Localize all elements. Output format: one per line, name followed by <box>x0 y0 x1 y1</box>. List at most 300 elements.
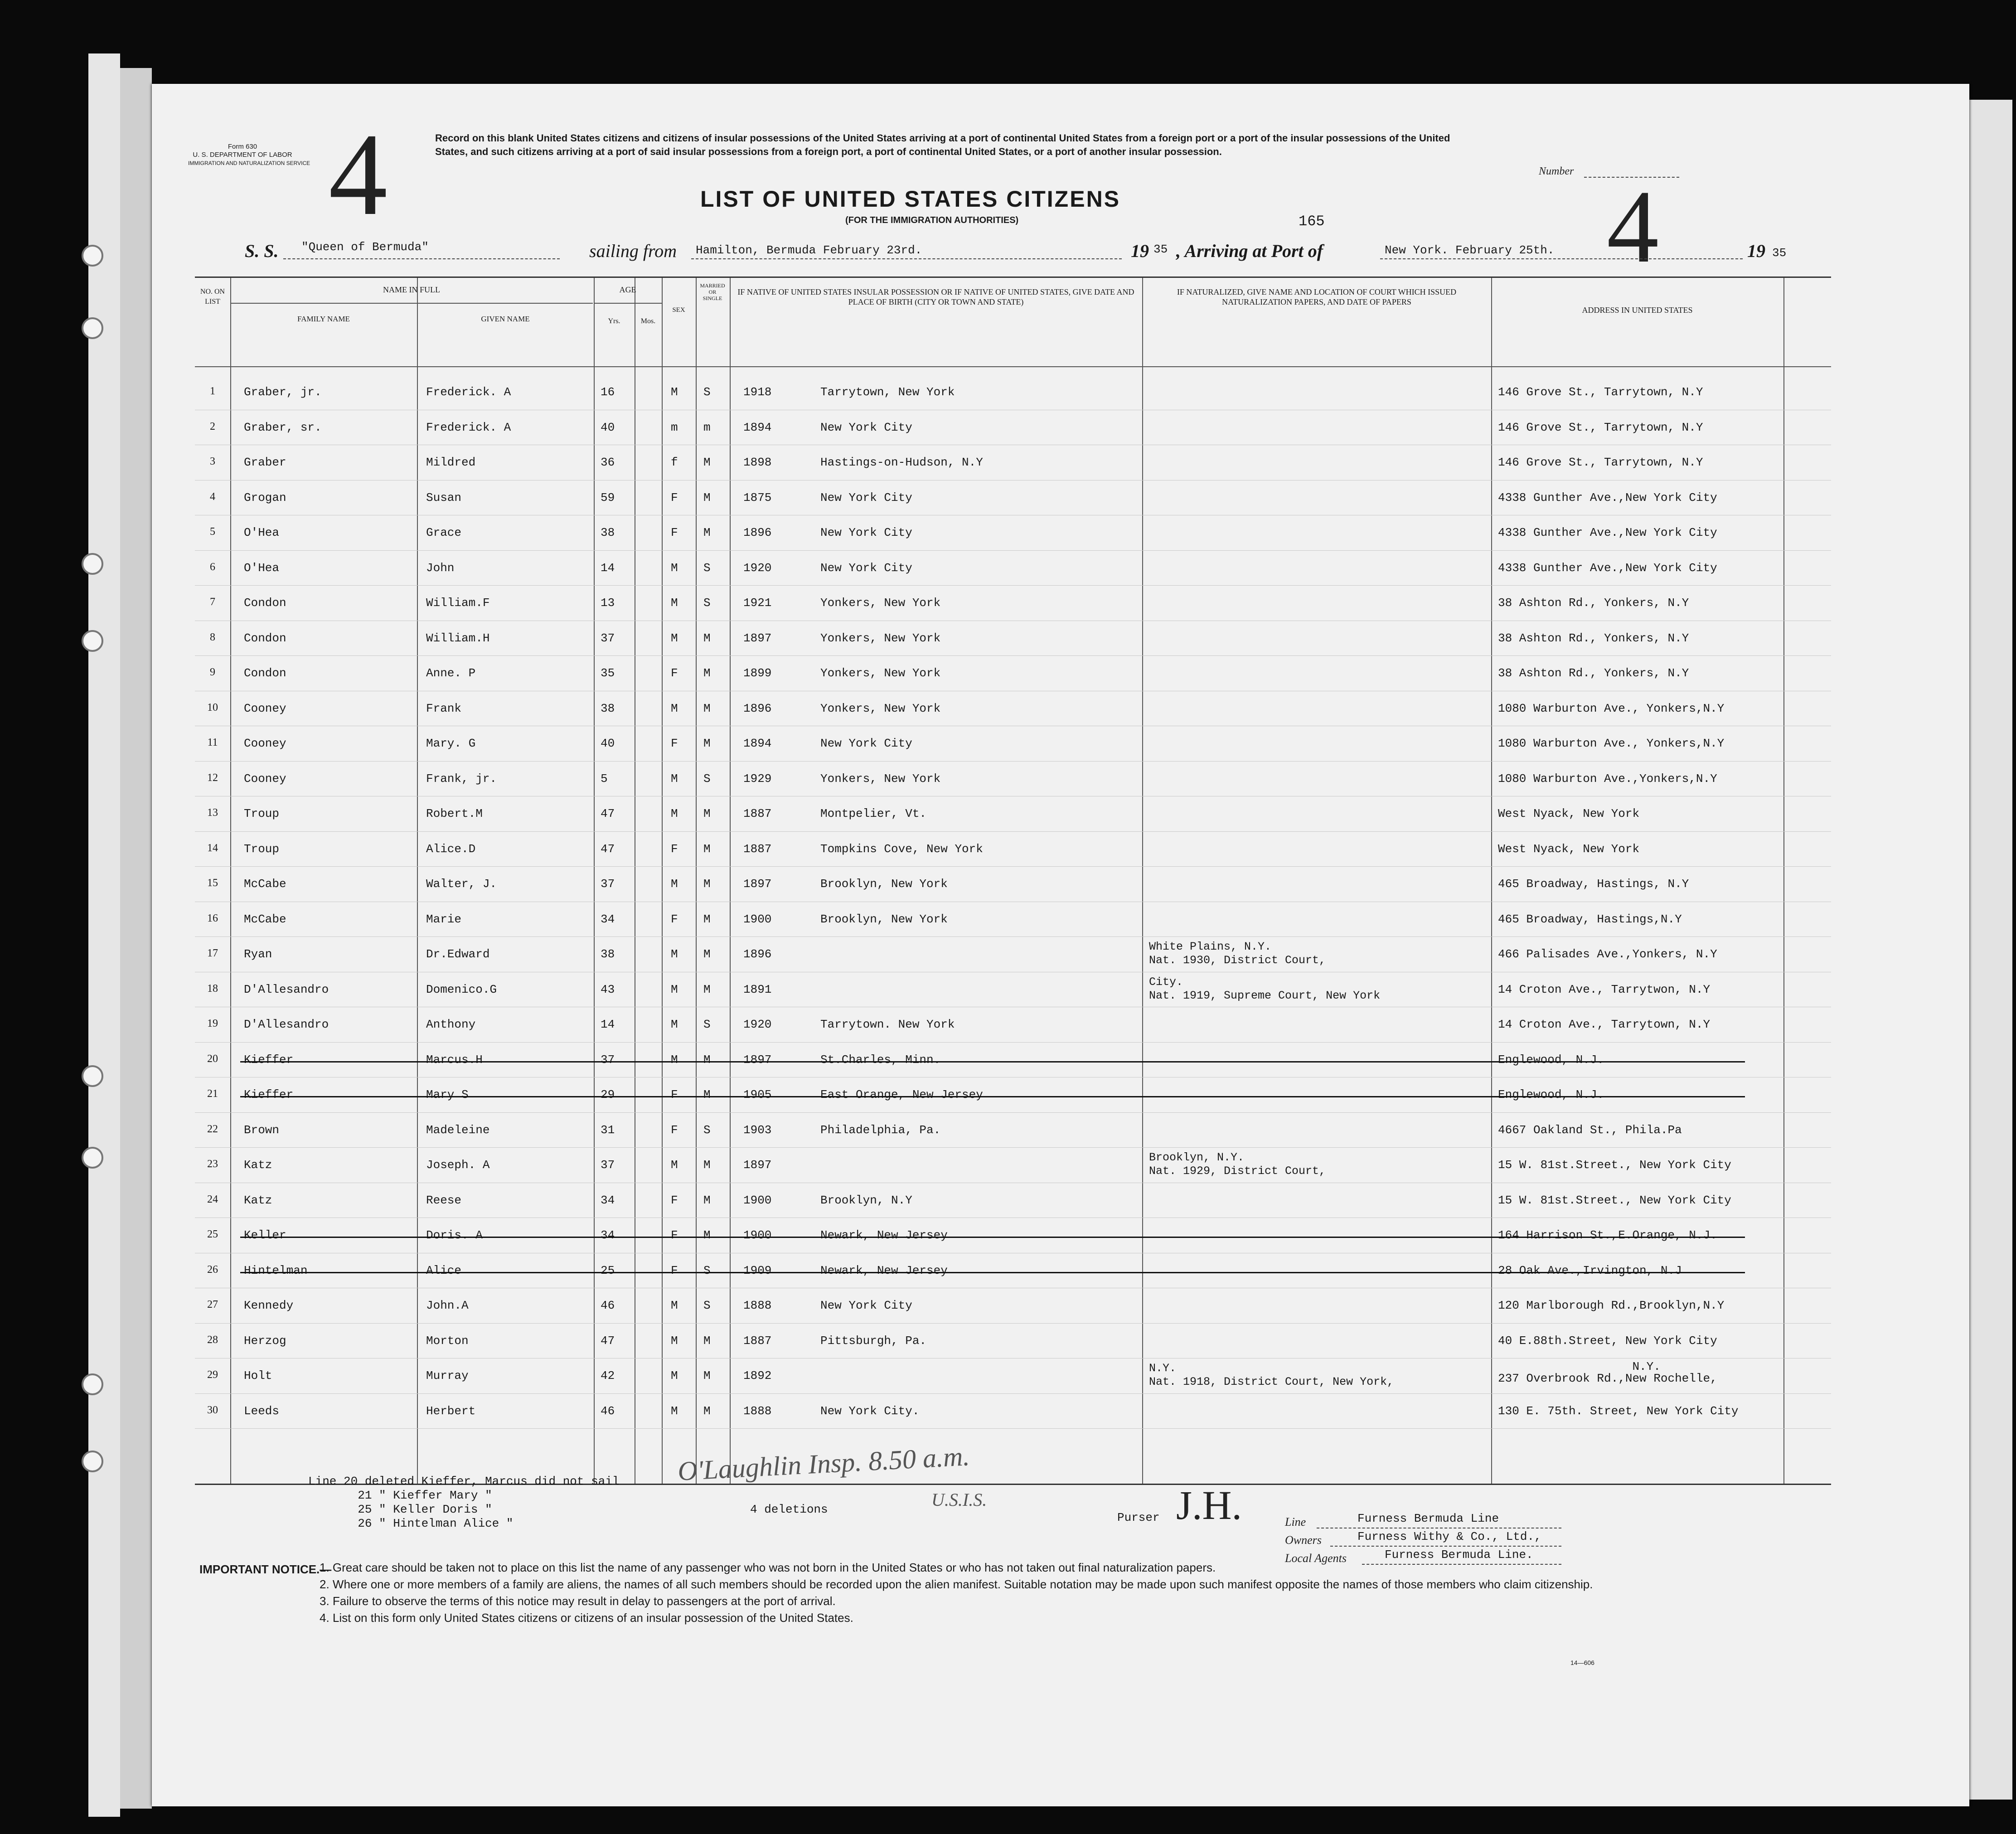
birth-year: 1897 <box>743 877 772 891</box>
given-name: Frederick. A <box>426 385 511 399</box>
inspector-signature: O'Laughlin Insp. 8.50 a.m. <box>677 1441 970 1486</box>
age-years: 59 <box>601 490 615 505</box>
family-name: Cooney <box>244 737 286 750</box>
sex-value: m <box>671 420 678 434</box>
deletions-total: 4 deletions <box>750 1503 828 1516</box>
family-name: Condon <box>244 666 286 680</box>
birth-place: Yonkers, New York <box>820 771 941 786</box>
family-name: Ryan <box>244 947 272 961</box>
given-name: Mary. G <box>426 737 476 750</box>
deletion-notes <box>308 1475 620 1531</box>
birth-place: Montpelier, Vt. <box>820 807 927 820</box>
number-label: Number <box>1539 165 1574 177</box>
birth-year: 1896 <box>743 947 772 961</box>
birth-year: 1896 <box>743 526 772 539</box>
sex-value: M <box>671 877 678 891</box>
row-number: 14 <box>207 842 218 854</box>
header-age: AGE <box>619 285 636 294</box>
sex-value: F <box>671 666 678 680</box>
address: 465 Broadway, Hastings, N.Y <box>1498 877 1689 891</box>
birth-year: 1921 <box>743 596 772 610</box>
marital-status: M <box>703 877 711 891</box>
address: 146 Grove St., Tarrytown, N.Y <box>1498 385 1703 399</box>
row-number: 17 <box>207 947 218 959</box>
sex-value: M <box>671 1053 678 1067</box>
address: 38 Ashton Rd., Yonkers, N.Y <box>1498 596 1689 610</box>
marital-status: M <box>703 947 711 961</box>
birth-place: Newark, New Jersey <box>820 1263 948 1277</box>
address: West Nyack, New York <box>1498 807 1640 820</box>
deletion-line: 26 " <box>358 1517 386 1530</box>
family-name: D'Allesandro <box>244 1018 329 1031</box>
birth-year: 1875 <box>743 490 772 505</box>
given-name: Anne. P <box>426 666 476 680</box>
header-sex: SEX <box>672 306 685 314</box>
arriving-value: New York. February 25th. <box>1385 243 1555 257</box>
sailing-year: 35 <box>1153 243 1168 256</box>
row-number: 20 <box>207 1053 218 1065</box>
given-name: Frank <box>426 701 462 715</box>
birth-place: Yonkers, New York <box>820 631 941 645</box>
address: 38 Ashton Rd., Yonkers, N.Y <box>1498 631 1689 645</box>
marital-status: S <box>703 771 711 786</box>
marital-status: M <box>703 490 711 505</box>
given-name: Frank, jr. <box>426 771 497 786</box>
row-number: 23 <box>207 1158 218 1170</box>
address: 1080 Warburton Ave.,Yonkers,N.Y <box>1498 771 1717 786</box>
address: 466 Palisades Ave.,Yonkers, N.Y <box>1498 947 1717 961</box>
page-subtitle: (FOR THE IMMIGRATION AUTHORITIES) <box>845 215 1019 225</box>
age-years: 37 <box>601 877 615 891</box>
passenger-table <box>195 277 1831 1485</box>
sex-value: f <box>671 456 678 469</box>
age-years: 29 <box>601 1088 615 1101</box>
row-number: 7 <box>210 596 215 608</box>
header-no: NO. ON LIST <box>200 288 225 306</box>
address: 146 Grove St., Tarrytown, N.Y <box>1498 456 1703 469</box>
marital-status: S <box>703 1018 711 1031</box>
deletion-name: Keller Doris " <box>393 1503 492 1516</box>
row-number: 26 <box>207 1263 218 1276</box>
family-name: McCabe <box>244 877 286 891</box>
given-name: Marie <box>426 912 462 926</box>
given-name: William.F <box>426 596 490 610</box>
header-married-single: MARRIED OR SINGLE <box>700 282 725 301</box>
age-years: 36 <box>601 456 615 469</box>
address: 15 W. 81st.Street., New York City <box>1498 1193 1731 1207</box>
binder-hole <box>82 1065 103 1087</box>
row-number: 1 <box>210 385 215 397</box>
record-instructions: Record on this blank United States citizens and citizens of insular possessions of the United States arriving at a port of continental United States from a foreign port or a port of the insular possessions of the United States, and such citizens arriving at a port of said insular possessions from a foreign port, a port of continental United States, or a port of another insular possession. <box>435 132 1450 157</box>
sex-value: M <box>671 1018 678 1031</box>
inspector-initials: U.S.I.S. <box>931 1490 987 1510</box>
sex-value: M <box>671 701 678 715</box>
address: Englewood, N.J. <box>1498 1053 1604 1067</box>
marital-status: M <box>703 842 711 856</box>
binder-hole <box>82 1147 103 1169</box>
birth-place: Philadelphia, Pa. <box>820 1123 941 1137</box>
header-address: ADDRESS IN UNITED STATES <box>1582 306 1693 315</box>
sex-value: F <box>671 737 678 750</box>
family-name: Condon <box>244 631 286 645</box>
sex-value: M <box>671 631 678 645</box>
birth-place: New York City <box>820 1299 912 1312</box>
arriving-line <box>1380 258 1743 259</box>
birth-place: Yonkers, New York <box>820 701 941 715</box>
notice-item: 1. Great care should be taken not to place on this list the name of any passenger who was not born in the United States or who has not taken out final naturalization papers. <box>320 1561 1216 1574</box>
row-number: 8 <box>210 631 215 643</box>
marital-status: M <box>703 807 711 820</box>
birth-year: 1909 <box>743 1263 772 1277</box>
binder-hole <box>82 317 103 339</box>
family-name: Troup <box>244 842 280 856</box>
address: 1080 Warburton Ave., Yonkers,N.Y <box>1498 701 1725 715</box>
birth-place: Hastings-on-Hudson, N.Y <box>820 456 983 469</box>
birth-place: St.Charles, Minn. <box>820 1053 941 1067</box>
family-name: Troup <box>244 807 280 820</box>
row-number: 24 <box>207 1193 218 1205</box>
notice-item: 2. Where one or more members of a family are aliens, the names of all such members should be recorded upon the alien manifest. Suitable notation may be made upon such manifest opposite the names of those members who claim citizenship. <box>320 1577 1593 1591</box>
age-years: 34 <box>601 1228 615 1242</box>
marital-status: M <box>703 1369 711 1383</box>
birth-year: 1897 <box>743 1053 772 1067</box>
sex-value: M <box>671 982 678 996</box>
age-years: 38 <box>601 526 615 539</box>
sex-value: F <box>671 1088 678 1101</box>
sex-value: M <box>671 1299 678 1312</box>
binder-hole <box>82 245 103 267</box>
ship-line <box>283 258 560 259</box>
birth-year: 1918 <box>743 385 772 399</box>
handwritten-number-value: 4 <box>1607 169 1659 284</box>
birth-year: 1929 <box>743 771 772 786</box>
birth-place: Brooklyn, N.Y <box>820 1193 912 1207</box>
deletion-strike <box>240 1272 1745 1273</box>
age-years: 37 <box>601 631 615 645</box>
notice-items <box>320 1559 1838 1626</box>
given-name: Madeleine <box>426 1123 490 1137</box>
sex-value: M <box>671 1369 678 1383</box>
marital-status: M <box>703 526 711 539</box>
given-name: Mary S <box>426 1088 469 1101</box>
address: 4667 Oakland St., Phila.Pa <box>1498 1123 1682 1137</box>
deletion-strike <box>240 1237 1745 1238</box>
family-name: O'Hea <box>244 526 280 539</box>
right-sheet <box>1963 100 2012 1800</box>
birth-place: New York City. <box>820 1404 920 1418</box>
age-years: 46 <box>601 1299 615 1312</box>
marital-status: M <box>703 456 711 469</box>
family-name: Kieffer <box>244 1053 294 1067</box>
marital-status: M <box>703 1404 711 1418</box>
header-birth: IF NATIVE OF UNITED STATES INSULAR POSSESSION OR IF NATIVE OF UNITED STATES, GIVE DATE AND PLACE OF BIRTH (CITY OR TOWN AND STATE) <box>737 287 1134 306</box>
marital-status: S <box>703 561 711 575</box>
age-years: 37 <box>601 1158 615 1172</box>
row-number: 10 <box>207 701 218 713</box>
given-name: William.H <box>426 631 490 645</box>
address: N.Y. 237 Overbrook Rd.,New Rochelle, <box>1498 1360 1717 1385</box>
birth-place: Newark, New Jersey <box>820 1228 948 1242</box>
age-years: 38 <box>601 947 615 961</box>
sex-value: F <box>671 1263 678 1277</box>
birth-place: Tompkins Cove, New York <box>820 842 983 856</box>
family-name: Kieffer <box>244 1088 294 1101</box>
year-prefix: 19 <box>1131 241 1149 261</box>
given-name: Susan <box>426 490 462 505</box>
header-name-in-full: NAME IN FULL <box>383 285 440 294</box>
row-number: 27 <box>207 1299 218 1310</box>
family-name: Graber, sr. <box>244 420 322 434</box>
form-number: Form 630 <box>228 143 257 150</box>
marital-status: M <box>703 912 711 926</box>
row-number: 16 <box>207 912 218 924</box>
family-name: Kennedy <box>244 1299 294 1312</box>
birth-year: 1887 <box>743 807 772 820</box>
deletion-line: Line 20 deleted <box>308 1475 415 1488</box>
age-years: 40 <box>601 737 615 750</box>
given-name: Morton <box>426 1334 469 1348</box>
marital-status: M <box>703 701 711 715</box>
marital-status: S <box>703 1299 711 1312</box>
owners-value: Furness Withy & Co., Ltd., <box>1357 1530 1541 1543</box>
birth-place: New York City <box>820 490 912 505</box>
row-number: 6 <box>210 561 215 573</box>
birth-year: 1896 <box>743 701 772 715</box>
given-name: Alice.D <box>426 842 476 856</box>
birth-year: 1900 <box>743 1193 772 1207</box>
family-name: Katz <box>244 1158 272 1172</box>
deletion-line: 25 " <box>358 1503 386 1516</box>
sex-value: F <box>671 912 678 926</box>
given-name: Walter, J. <box>426 877 497 891</box>
birth-place: Brooklyn, New York <box>820 877 948 891</box>
arriving-label: , Arriving at Port of <box>1176 241 1323 261</box>
sex-value: M <box>671 561 678 575</box>
birth-place: Yonkers, New York <box>820 666 941 680</box>
age-years: 13 <box>601 596 615 610</box>
department: U. S. DEPARTMENT OF LABOR <box>193 151 292 159</box>
row-number: 12 <box>207 771 218 784</box>
family-name: O'Hea <box>244 561 280 575</box>
birth-year: 1899 <box>743 666 772 680</box>
marital-status: M <box>703 1053 711 1067</box>
sex-value: F <box>671 526 678 539</box>
birth-place: New York City <box>820 561 912 575</box>
family-name: Hintelman <box>244 1263 308 1277</box>
sex-value: F <box>671 490 678 505</box>
birth-year: 1891 <box>743 982 772 996</box>
header-given-name: GIVEN NAME <box>481 315 530 323</box>
sex-value: M <box>671 771 678 786</box>
line-label: Line <box>1285 1515 1306 1528</box>
sex-value: F <box>671 842 678 856</box>
row-number: 21 <box>207 1088 218 1100</box>
address: 15 W. 81st.Street., New York City <box>1498 1158 1731 1172</box>
age-years: 47 <box>601 842 615 856</box>
birth-place: New York City <box>820 737 912 750</box>
footer-code: 14—606 <box>1570 1659 1594 1666</box>
given-name: Murray <box>426 1369 469 1383</box>
marital-status: M <box>703 631 711 645</box>
birth-year: 1900 <box>743 912 772 926</box>
address: 38 Ashton Rd., Yonkers, N.Y <box>1498 666 1689 680</box>
sailing-line <box>691 258 1122 259</box>
sex-value: M <box>671 1158 678 1172</box>
address: 130 E. 75th. Street, New York City <box>1498 1404 1739 1418</box>
row-number: 25 <box>207 1228 218 1240</box>
birth-year: 1887 <box>743 1334 772 1348</box>
family-name: Condon <box>244 596 286 610</box>
agents-label: Local Agents <box>1285 1552 1347 1565</box>
birth-place: East Orange, New Jersey <box>820 1088 983 1101</box>
row-number: 4 <box>210 490 215 503</box>
birth-year: 1920 <box>743 561 772 575</box>
family-name: Holt <box>244 1369 272 1383</box>
sex-value: F <box>671 1123 678 1137</box>
row-number: 2 <box>210 420 215 432</box>
binder-hole <box>82 553 103 575</box>
notice-heading: IMPORTANT NOTICE.— <box>199 1562 332 1576</box>
row-number: 13 <box>207 807 218 819</box>
given-name: Anthony <box>426 1018 476 1031</box>
address: 164 Harrison St.,E.Orange, N.J. <box>1498 1228 1717 1242</box>
family-name: Grogan <box>244 490 286 505</box>
given-name: Grace <box>426 526 462 539</box>
family-name: Graber <box>244 456 286 469</box>
ship-name: "Queen of Bermuda" <box>301 240 429 254</box>
sex-value: M <box>671 947 678 961</box>
age-years: 14 <box>601 1018 615 1031</box>
family-name: Brown <box>244 1123 280 1137</box>
sex-value: M <box>671 596 678 610</box>
naturalization-info: N.Y. Nat. 1918, District Court, New York, <box>1149 1362 1394 1388</box>
page-title: LIST OF UNITED STATES CITIZENS <box>700 186 1121 212</box>
deletion-strike <box>240 1061 1745 1063</box>
header-family-name: FAMILY NAME <box>297 315 350 323</box>
deletion-name: Kieffer Mary " <box>393 1489 492 1502</box>
birth-year: 1903 <box>743 1123 772 1137</box>
birth-place: Brooklyn, New York <box>820 912 948 926</box>
birth-year: 1894 <box>743 737 772 750</box>
sex-value: M <box>671 385 678 399</box>
age-years: 46 <box>601 1404 615 1418</box>
marital-status: M <box>703 1088 711 1101</box>
given-name: Joseph. A <box>426 1158 490 1172</box>
sex-value: F <box>671 1193 678 1207</box>
sex-value: M <box>671 1404 678 1418</box>
naturalization-info: Brooklyn, N.Y. Nat. 1929, District Court, <box>1149 1151 1326 1178</box>
address: 40 E.88th.Street, New York City <box>1498 1334 1717 1348</box>
agents-value: Furness Bermuda Line. <box>1385 1548 1533 1562</box>
age-years: 37 <box>601 1053 615 1067</box>
birth-year: 1894 <box>743 420 772 434</box>
marital-status: M <box>703 666 711 680</box>
row-number: 30 <box>207 1404 218 1416</box>
address: 28 Oak Ave.,Irvington, N.J <box>1498 1263 1682 1277</box>
row-number: 9 <box>210 666 215 678</box>
age-years: 35 <box>601 666 615 680</box>
given-name: Herbert <box>426 1404 476 1418</box>
address: 4338 Gunther Ave.,New York City <box>1498 526 1717 539</box>
marital-status: M <box>703 982 711 996</box>
address: 4338 Gunther Ave.,New York City <box>1498 490 1717 505</box>
birth-year: 1888 <box>743 1299 772 1312</box>
age-years: 25 <box>601 1263 615 1277</box>
birth-year: 1897 <box>743 1158 772 1172</box>
family-name: D'Allesandro <box>244 982 329 996</box>
marital-status: M <box>703 1193 711 1207</box>
row-number: 18 <box>207 982 218 995</box>
birth-year: 1900 <box>743 1228 772 1242</box>
service: IMMIGRATION AND NATURALIZATION SERVICE <box>188 160 310 166</box>
binder-hole <box>82 1451 103 1472</box>
address: 14 Croton Ave., Tarrytwon, N.Y <box>1498 982 1711 996</box>
marital-status: S <box>703 1123 711 1137</box>
birth-year: 1888 <box>743 1404 772 1418</box>
purser-signature: J.H. <box>1176 1483 1242 1528</box>
binder-hole <box>82 1373 103 1395</box>
birth-place: Tarrytown, New York <box>820 385 955 399</box>
row-number: 28 <box>207 1334 218 1346</box>
naturalization-info: White Plains, N.Y. Nat. 1930, District Court, <box>1149 940 1326 967</box>
form-id-block <box>188 143 310 167</box>
address: 14 Croton Ave., Tarrytown, N.Y <box>1498 1018 1711 1031</box>
family-name: McCabe <box>244 912 286 926</box>
given-name: Robert.M <box>426 807 483 820</box>
given-name: Dr.Edward <box>426 947 490 961</box>
binder-hole <box>82 630 103 652</box>
age-years: 16 <box>601 385 615 399</box>
family-name: Cooney <box>244 771 286 786</box>
marital-status: S <box>703 1263 711 1277</box>
address: 465 Broadway, Hastings,N.Y <box>1498 912 1682 926</box>
ss-label: S. S. <box>245 241 279 261</box>
birth-year: 1892 <box>743 1369 772 1383</box>
address: 120 Marlborough Rd.,Brooklyn,N.Y <box>1498 1299 1725 1312</box>
age-years: 34 <box>601 912 615 926</box>
birth-year: 1905 <box>743 1088 772 1101</box>
age-years: 31 <box>601 1123 615 1137</box>
sailing-from-value: Hamilton, Bermuda February 23rd. <box>696 243 922 257</box>
family-name: Keller <box>244 1228 286 1242</box>
given-name: Marcus.H <box>426 1053 483 1067</box>
age-years: 40 <box>601 420 615 434</box>
birth-year: 1897 <box>743 631 772 645</box>
notice-item: 4. List on this form only United States citizens or citizens of an insular possession of the United States. <box>320 1611 853 1625</box>
family-name: Graber, jr. <box>244 385 322 399</box>
row-number: 29 <box>207 1369 218 1381</box>
marital-status: M <box>703 1334 711 1348</box>
birth-place: New York City <box>820 526 912 539</box>
handwritten-list-number: 4 <box>329 109 388 240</box>
row-number: 11 <box>207 737 218 748</box>
deletion-name: Kieffer, Marcus did not sail <box>421 1475 620 1488</box>
family-name: Katz <box>244 1193 272 1207</box>
address: 146 Grove St., Tarrytown, N.Y <box>1498 420 1703 434</box>
header-naturalized: IF NATURALIZED, GIVE NAME AND LOCATION OF COURT WHICH ISSUED NATURALIZATION PAPERS, AND DATE OF PAPERS <box>1177 287 1457 306</box>
line-value: Furness Bermuda Line <box>1357 1512 1499 1525</box>
row-number: 15 <box>207 877 218 889</box>
sex-value: M <box>671 807 678 820</box>
row-number: 19 <box>207 1018 218 1029</box>
marital-status: M <box>703 737 711 750</box>
notice-item: 3. Failure to observe the terms of this notice may result in delay to passengers at the port of arrival. <box>320 1594 836 1608</box>
age-years: 34 <box>601 1193 615 1207</box>
sailing-from-label: sailing from <box>589 241 677 261</box>
back-sheet <box>120 68 152 1809</box>
sex-value: M <box>671 1334 678 1348</box>
naturalization-info: City. Nat. 1919, Supreme Court, New York <box>1149 975 1381 1002</box>
